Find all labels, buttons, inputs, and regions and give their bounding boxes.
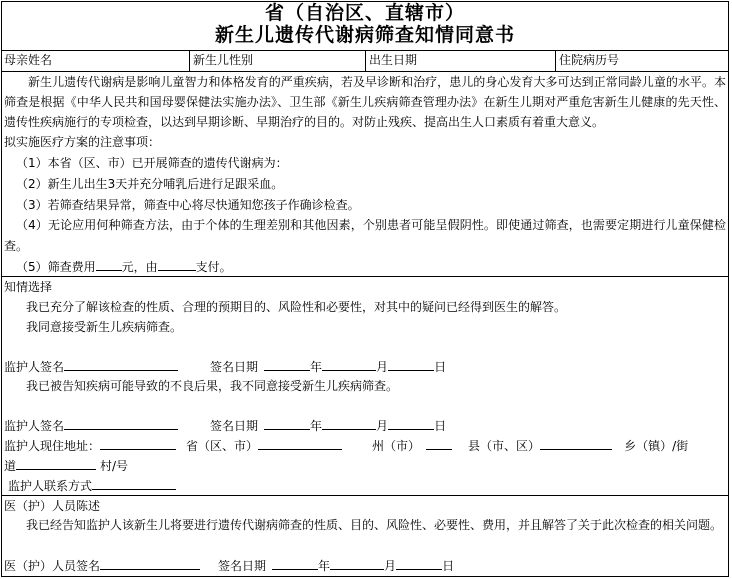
doctor-sign-blank[interactable] — [100, 556, 200, 570]
address-label: 监护人现住地址： — [4, 439, 101, 453]
month-label: 月 — [384, 559, 397, 573]
sign-date-label: 签名日期 — [218, 559, 267, 573]
year-label: 年 — [310, 419, 323, 433]
fee-mid-label: 元，由 — [121, 260, 158, 274]
guardian-sign-blank[interactable] — [64, 416, 178, 430]
mother-name-field[interactable]: 母亲姓名 — [4, 53, 53, 67]
day-blank[interactable] — [388, 357, 434, 371]
month-blank[interactable] — [330, 556, 384, 570]
consent-text: 我已充分了解该检查的性质、合理的预期目的、风险性和必要性，对其中的疑问已经得到医生的解答。 — [26, 300, 567, 314]
guardian-signature-row — [4, 416, 446, 435]
note-item: （3）若筛查结果异常，筛查中心将尽快通知您孩子作确诊检查。 — [16, 198, 360, 212]
divider — [189, 50, 190, 71]
day-label: 日 — [442, 559, 455, 573]
guardian-sign-blank[interactable] — [64, 357, 178, 371]
guardian-signature-row — [4, 357, 446, 376]
contact-row — [8, 476, 176, 495]
month-blank[interactable] — [322, 357, 376, 371]
province-blank[interactable] — [100, 436, 176, 450]
fee-post-label: 支付。 — [195, 260, 232, 274]
year-label: 年 — [310, 360, 323, 374]
divider — [555, 50, 556, 71]
county-label: 县（市、区） — [468, 439, 541, 453]
divider — [365, 50, 366, 71]
village-label: 村/号 — [100, 459, 129, 473]
contact-blank[interactable] — [92, 476, 176, 490]
consent-heading: 知情选择 — [4, 280, 53, 294]
doctor-sign-label: 医（护）人员签名 — [4, 559, 101, 573]
day-blank[interactable] — [388, 416, 434, 430]
day-label: 日 — [434, 419, 447, 433]
year-label: 年 — [318, 559, 331, 573]
year-blank[interactable] — [272, 556, 318, 570]
fee-label: （5）筛查费用 — [16, 260, 96, 274]
fee-line — [16, 257, 232, 276]
township-label: 乡（镇）/街 — [624, 439, 689, 453]
divider — [1, 495, 729, 496]
day-blank[interactable] — [396, 556, 442, 570]
note-item: （4）无论应用何种筛查方法，由于个体的生理差别和其他因素，个别患者可能呈假阴性。即使通过筛查，也需要定期进行儿童保健检查。 — [4, 218, 726, 253]
city-blank[interactable] — [258, 436, 342, 450]
form-title: 新生儿遗传代谢病筛查知情同意书 — [214, 24, 515, 46]
note-item: （1）本省（区、市）已开展筛查的遗传代谢病为： — [16, 156, 288, 170]
county-blank[interactable] — [426, 436, 452, 450]
guardian-sign-label: 监护人签名 — [4, 419, 65, 433]
year-blank[interactable] — [264, 416, 310, 430]
street-label: 道 — [4, 459, 17, 473]
province-label: 省（区、市） — [186, 439, 259, 453]
day-label: 日 — [434, 360, 447, 374]
fee-amount-blank[interactable] — [96, 257, 122, 271]
doctor-statement: 我已经告知监护人该新生儿将要进行遗传代谢病筛查的性质、目的、风险性、必要性、费用，并且解答了关于此次检查的相关问题。 — [26, 518, 723, 532]
notes-heading: 拟实施医疗方案的注意事项： — [4, 135, 161, 149]
consent-agree-text: 我同意接受新生儿疾病筛查。 — [26, 320, 183, 334]
township-blank[interactable] — [540, 436, 612, 450]
sign-date-label: 签名日期 — [210, 419, 259, 433]
guardian-sign-label: 监护人签名 — [4, 360, 65, 374]
month-label: 月 — [376, 419, 389, 433]
fee-payer-blank[interactable] — [158, 257, 196, 271]
baby-gender-field[interactable]: 新生儿性别 — [193, 53, 254, 67]
divider — [1, 276, 729, 277]
month-label: 月 — [376, 360, 389, 374]
consent-refuse-text: 我已被告知疾病可能导致的不良后果，我不同意接受新生儿疾病筛查。 — [26, 379, 399, 393]
city-label: 州（市） — [372, 439, 421, 453]
address-row — [4, 436, 688, 455]
intro-paragraph: 新生儿遗传代谢病是影响儿童智力和体格发育的严重疾病，若及早诊断和治疗，患儿的身心发育大多可达到正常同龄儿童的水平。本筛查是根据《中华人民共和国母婴保健法实施办法》、卫生部《新生儿疾病筛查管理办法》在新生儿期对严重危害新生儿健康的先天性、遗传性疾病施行的专项检查，以达到早期诊断、早期治疗的目的。对防止残疾、提高出生人口素质有着重大意义。 — [4, 75, 726, 129]
form-title-region: 省（自治区、直辖市） — [264, 2, 465, 24]
birth-date-field[interactable]: 出生日期 — [369, 53, 418, 67]
year-blank[interactable] — [264, 357, 310, 371]
address-row-2 — [4, 456, 128, 475]
street-blank[interactable] — [16, 456, 96, 470]
note-item: （2）新生儿出生3天并充分哺乳后进行足跟采血。 — [16, 177, 284, 191]
sign-date-label: 签名日期 — [210, 360, 259, 374]
month-blank[interactable] — [322, 416, 376, 430]
doctor-heading: 医（护）人员陈述 — [4, 499, 101, 513]
record-number-field[interactable]: 住院病历号 — [559, 53, 620, 67]
doctor-signature-row — [4, 556, 454, 575]
contact-label: 监护人联系方式 — [8, 479, 93, 493]
